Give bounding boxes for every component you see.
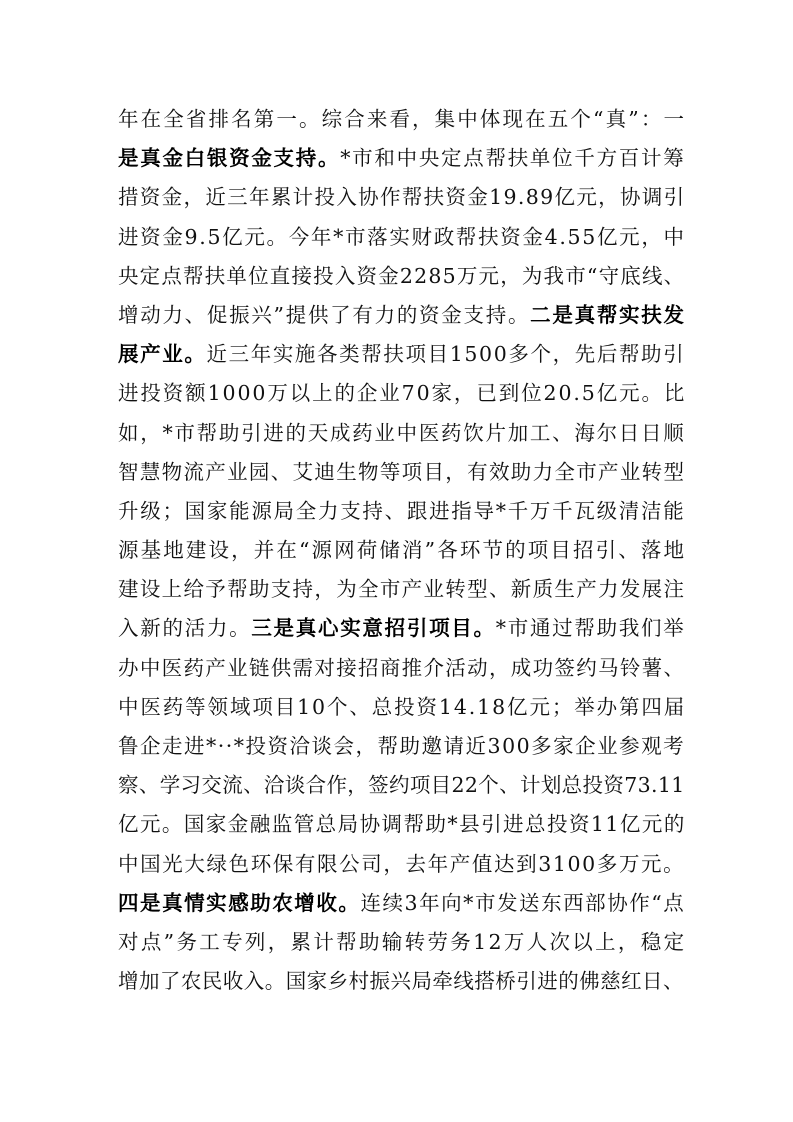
text-span: 进投资额1000万以上的企业70家，已到位20.5亿元。比: [118, 381, 687, 406]
text-line: [118, 688, 687, 727]
text-line: [118, 178, 684, 217]
text-line: [118, 296, 684, 335]
text-span: 央定点帮扶单位直接投入资金2285万元，为我市“守底线、: [118, 263, 686, 288]
bold-heading-span: 是真金白银资金支持。: [118, 146, 341, 171]
text-line: [118, 257, 684, 296]
text-line: [118, 766, 684, 805]
text-span: 对点”务工专列，累计帮助输转劳务12万人次以上，稳定: [118, 929, 687, 954]
text-span: 近三年实施各类帮扶项目1500多个，先后帮助引: [206, 342, 686, 367]
bold-heading-span: 三是真心实意招引项目。: [251, 616, 496, 641]
text-span: 增动力、促振兴”提供了有力的资金支持。: [118, 302, 531, 327]
text-line: [118, 218, 684, 257]
text-span: 中国光大绿色环保有限公司，去年产值达到3100多万元。: [118, 851, 686, 876]
text-line: [118, 845, 684, 884]
text-line: [118, 453, 684, 492]
text-span: 入新的活力。: [118, 616, 252, 641]
text-line: [118, 492, 684, 531]
text-span: 中医药等领域项目10个、总投资14.18亿元；举办第四届: [118, 694, 687, 719]
text-span: 升级；国家能源局全力支持、跟进指导*千万千瓦级清洁能: [118, 498, 686, 523]
bold-heading-span: 二是真帮实扶发: [530, 302, 686, 327]
bold-heading-span: 展产业。: [118, 342, 207, 367]
text-line: [118, 531, 687, 570]
text-line: [118, 414, 684, 453]
text-span: 鲁企走进*··*投资洽谈会，帮助邀请近300多家企业参观考: [118, 734, 686, 758]
text-span: 措资金，近三年累计投入协作帮扶资金19.89亿元，协调引: [118, 185, 686, 210]
text-line: [118, 570, 684, 609]
text-line: [118, 100, 687, 139]
text-span: 进资金9.5亿元。今年*市落实财政帮扶资金4.55亿元，中: [118, 224, 686, 249]
text-span: 建设上给予帮助支持，为全市产业转型、新质生产力发展注: [118, 577, 686, 602]
text-span: 智慧物流产业园、艾迪生物等项目，有效助力全市产业转型: [118, 459, 686, 484]
text-span: 如，*市帮助引进的天成药业中医药饮片加工、海尔日日顺: [118, 420, 686, 445]
text-line: [118, 374, 687, 413]
text-line: [118, 962, 684, 1001]
text-line: [118, 609, 684, 648]
text-span: *市和中央定点帮扶单位千方百计筹: [340, 146, 686, 171]
text-span: 亿元。国家金融监管总局协调帮助*县引进总投资11亿元的: [118, 812, 686, 837]
text-line: [118, 649, 684, 688]
text-span: 连续3年向*市发送东西部协作“点: [360, 890, 686, 915]
text-span: 察、学习交流、洽谈合作，签约项目22个、计划总投资73.11: [118, 773, 685, 798]
text-span: *市通过帮助我们举: [495, 616, 686, 641]
text-line: [118, 139, 684, 178]
text-line: [118, 923, 687, 962]
text-line: [118, 884, 684, 923]
text-span: 年在全省排名第一。综合来看，集中体现在五个“真”：一: [118, 107, 687, 131]
body-text: [118, 100, 687, 1001]
text-span: 办中医药产业链供需对接招商推介活动，成功签约马铃薯、: [118, 655, 686, 680]
text-line: [118, 805, 684, 844]
text-line: [118, 727, 684, 766]
bold-heading-span: 四是真情实感助农增收。: [118, 890, 361, 915]
text-line: [118, 335, 684, 374]
text-span: 增加了农民收入。国家乡村振兴局牵线搭桥引进的佛慈红日、: [118, 969, 684, 994]
text-span: 源基地建设，并在“源网荷储消”各环节的项目招引、落地: [118, 538, 687, 563]
